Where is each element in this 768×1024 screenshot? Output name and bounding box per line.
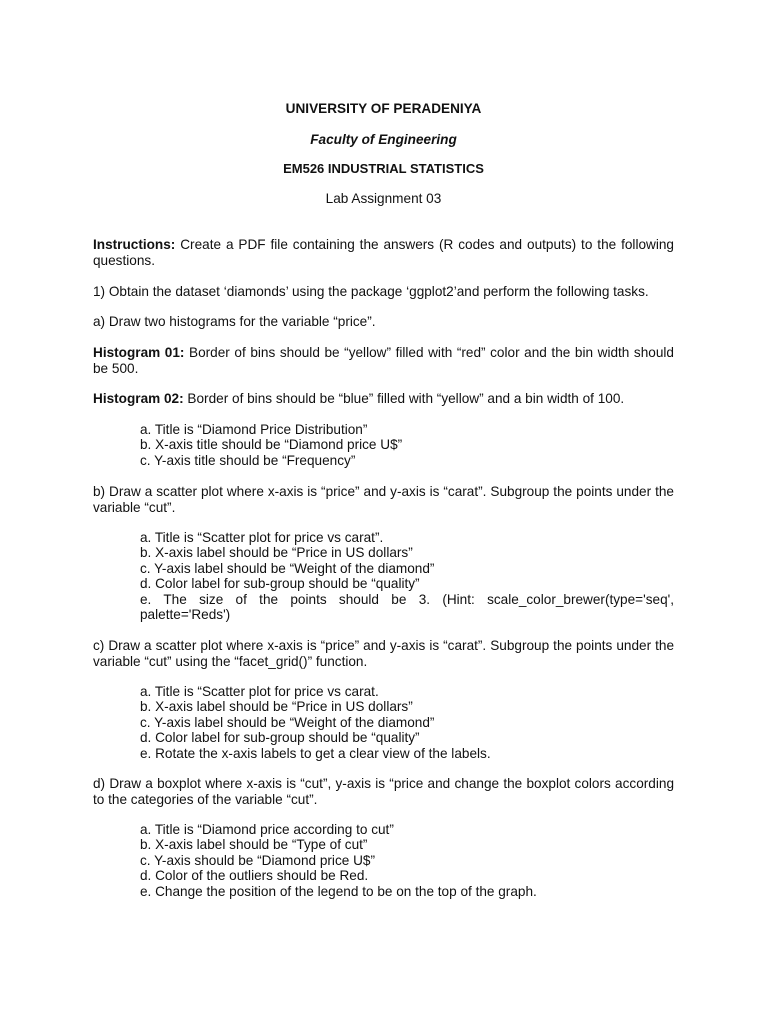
question-a-list [140,422,674,468]
instructions-text: Create a PDF file containing the answers (R codes and outputs) to the following questions. [93,237,674,268]
question-b-intro: b) Draw a scatter plot where x-axis is “price” and y-axis is “carat”. Subgroup the points under the variable “cut”. [93,484,674,515]
question-c-intro: c) Draw a scatter plot where x-axis is “price” and y-axis is “carat”. Subgroup the points under the variable “cut” using the “facet_grid()” function. [93,638,674,669]
question-c-list [140,684,674,761]
list-item: a. Title is “Diamond price according to cut” [140,822,394,837]
list-item: e. The size of the points should be 3. (Hint: scale_color_brewer(type='seq', [140,591,674,607]
question-1: 1) Obtain the dataset ‘diamonds’ using the package ‘ggplot2’and perform the following tasks. [93,284,649,299]
list-item: b. X-axis label should be “Price in US dollars” [140,699,413,715]
list-item: c. Y-axis label should be “Weight of the diamond” [140,714,435,730]
list-item: e. Change the position of the legend to be on the top of the graph. [140,883,537,899]
list-item: b. X-axis label should be “Type of cut” [140,837,368,853]
histogram-01-paragraph [93,345,674,377]
course-title: EM526 INDUSTRIAL STATISTICS [283,161,484,176]
list-item: e. Rotate the x-axis labels to get a clear view of the labels. [140,745,491,761]
instructions-label: Instructions: [93,237,176,252]
university-title: UNIVERSITY OF PERADENIYA [285,101,482,116]
histogram-01-label: Histogram 01: [93,345,185,360]
list-item: d. Color label for sub-group should be “quality” [140,576,420,592]
assignment-title: Lab Assignment 03 [325,191,442,206]
histogram-02-label: Histogram 02: [93,391,184,406]
instructions-paragraph [93,237,674,269]
question-d-intro: d) Draw a boxplot where x-axis is “cut”, y-axis is “price and change the boxplot colors according to the categories of the variable “cut”. [93,776,674,807]
list-item: palette='Reds') [140,607,231,623]
list-item: b. X-axis label should be “Price in US dollars” [140,545,413,561]
list-item: b. X-axis title should be “Diamond price U$” [140,437,403,453]
list-item: a. Title is “Diamond Price Distribution” [140,422,368,437]
question-a-intro: a) Draw two histograms for the variable “price”. [93,314,376,329]
list-item: a. Title is “Scatter plot for price vs carat. [140,684,379,699]
list-item: c. Y-axis title should be “Frequency” [140,452,356,468]
histogram-02-paragraph [93,391,674,407]
list-item: d. Color of the outliers should be Red. [140,868,369,884]
question-d-list [140,822,674,899]
histogram-01-text: Border of bins should be “yellow” filled with “red” color and the bin width should be 500. [93,345,674,376]
faculty-title: Faculty of Engineering [310,132,457,147]
list-item: d. Color label for sub-group should be “quality” [140,730,420,746]
list-item: c. Y-axis should be “Diamond price U$” [140,852,375,868]
list-item: a. Title is “Scatter plot for price vs carat”. [140,530,384,545]
histogram-02-text: Border of bins should be “blue” filled with “yellow” and a bin width of 100. [183,391,625,406]
list-item: c. Y-axis label should be “Weight of the diamond” [140,560,435,576]
question-b-list [140,530,674,622]
